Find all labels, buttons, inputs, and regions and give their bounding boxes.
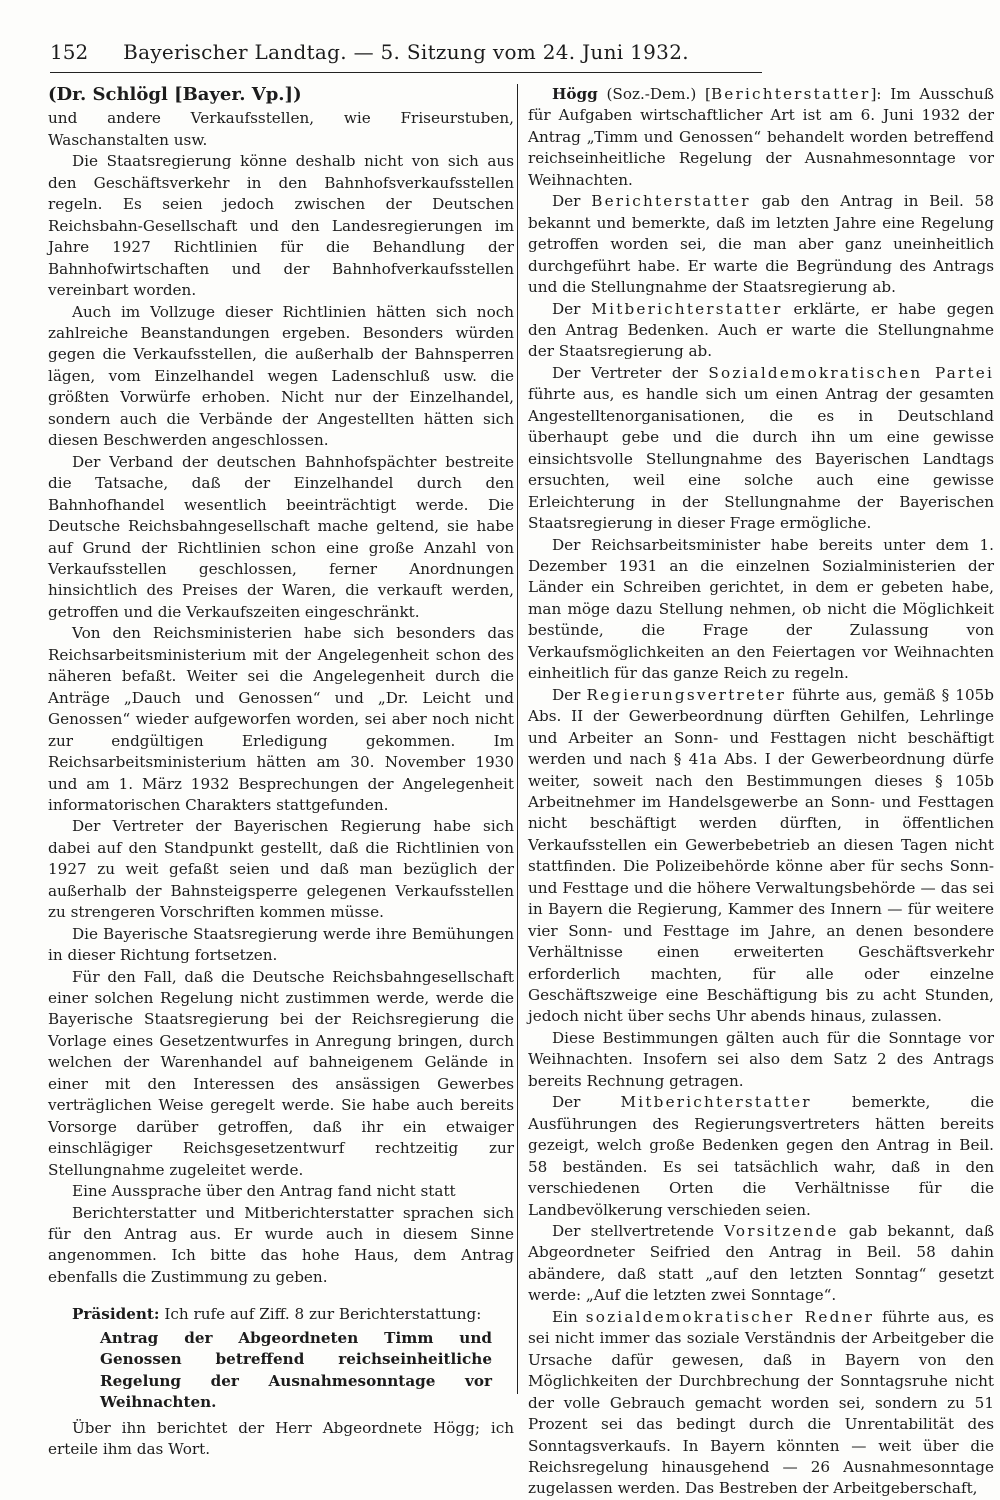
paragraph: Über ihn berichtet der Herr Abgeordnete Högg; ich erteile ihm das Wort. bbox=[48, 1418, 514, 1459]
paragraph bbox=[528, 1307, 994, 1500]
spacer bbox=[48, 1288, 514, 1304]
speaker-name: Präsident: bbox=[72, 1305, 160, 1324]
paragraph: Der Reichsarbeitsminister habe bereits unter dem 1. Dezember 1931 an die einzelnen Sozialministerien der Länder ein Schreiben gerichtet, in dem er gebeten habe, man möge dazu Stellung nehmen, ob nicht die Möglichkeit bestünde, die Frage der Zulassung von Verkaufsmöglichkeiten an den Feiertagen vor Weihnachten einheitlich für das ganze Reich zu regeln. bbox=[528, 535, 994, 683]
paragraph: Die Bayerische Staatsregierung werde ihre Bemühungen in dieser Richtung fortsetzen. bbox=[48, 924, 514, 965]
paragraph: Diese Bestimmungen gälten auch für die Sonntage vor Weihnachten. Insofern sei also dem Satz 2 des Antrags bereits Rechnung getragen. bbox=[528, 1028, 994, 1090]
paragraph bbox=[528, 1092, 994, 1221]
paragraph-text: führte aus, es handle sich um einen Antrag der gesamten Angestelltenorganisationen, die es in Deutschland überhaupt gebe und die durch ihn um eine gewisse einsichtsvolle Stellungnahme des Bayerischen Landtags ersuchten, weil eine solche auch eine gewisse Erleichterung in der Stellungnahme der Bayerischen Staatsregierung in dieser Frage ermögliche. bbox=[528, 385, 994, 533]
emphasis: Vorsitzende bbox=[724, 1222, 839, 1241]
emphasis: Mitberichterstatter bbox=[620, 1093, 812, 1112]
president-text: Ich rufe auf Ziff. 8 zur Berichterstattung: bbox=[159, 1305, 482, 1324]
speaker-name: Högg bbox=[552, 85, 598, 103]
column-rule bbox=[517, 84, 518, 1394]
paragraph: Für den Fall, daß die Deutsche Reichsbahngesellschaft einer solchen Regelung nicht zustimmen werde, werde die Bayerische Staatsregierung bei der Reichsregierung die Vorlage eines Gesetzentwurfes in Anregung bringen, durch welchen der Warenhandel auf bahneigenem Gelände in einer mit den Interessen des ansässigen Gewerbes verträglichen Weise geregelt werde. Sie habe auch bereits Vorsorge darüber getroffen, daß ihr ein etwaiger einschlägiger Reichsgesetzentwurf rechtzeitig zur Stellungnahme zugeleitet werde. bbox=[48, 967, 514, 1179]
paragraph bbox=[528, 363, 994, 535]
paragraph bbox=[528, 299, 994, 363]
paragraph bbox=[528, 1221, 994, 1307]
paragraph bbox=[528, 191, 994, 298]
paragraph-text: ]: Im Ausschuß für Aufgaben wirtschaftlicher Art ist am 6. Juni 1932 der Antrag „Timm und Genossen“ behandelt worden betreffend reichseinheitliche Regelung der Ausnahmesonntage vor Weihnachten. bbox=[528, 85, 994, 189]
paragraph-text: gab den Antrag in Beil. 58 bekannt und bemerkte, daß im letzten Jahre eine Regelung getroffen worden sei, die man aber ganz uneinheitlich durchgeführt habe. Er warte die Begründung des Antrags und die Stellungnahme der Staatsregierung ab. bbox=[528, 192, 994, 297]
paragraph: Die Staatsregierung könne deshalb nicht von sich aus den Geschäftsverkehr in den Bahnhofsverkaufsstellen regeln. Es seien jedoch zwischen der Deutschen Reichsbahn-Gesellschaft und den Landesregierungen im Jahre 1927 Richtlinien für die Behandlung der Bahnhofwirtschaften und der Bahnhofverkaufsstellen vereinbart worden. bbox=[48, 152, 514, 300]
header-rule bbox=[50, 72, 762, 73]
paragraph-text: Der bbox=[552, 192, 592, 211]
agenda-subject: Antrag der Abgeordneten Timm und Genossen betreffend reichseinheitliche Regelung der Ausnahmesonntage vor Weihnachten. bbox=[100, 1328, 492, 1412]
left-column bbox=[48, 84, 514, 1461]
paragraph-text: Ein bbox=[552, 1307, 586, 1326]
paragraph: Von den Reichsministerien habe sich besonders das Reichsarbeitsministerium mit der Angelegenheit schon des näheren befaßt. Weiter sei die Angelegenheit durch die Anträge „Dauch und Genossen“ und „Dr. Leicht und Genossen“ wieder aufgeworfen worden, sei aber noch nicht zur endgültigen Erledigung gekommen. Im Reichsarbeitsministerium hätten am 30. November 1930 und am 1. März 1932 Besprechungen der Angelegenheit informatorischen Charakters stattgefunden. bbox=[48, 624, 514, 814]
paragraph: Berichterstatter und Mitberichterstatter sprachen sich für den Antrag aus. Er wurde auch in diesem Sinne angenommen. Ich bitte das hohe Haus, dem Antrag ebenfalls die Zustimmung zu geben. bbox=[48, 1203, 514, 1286]
paragraph: Eine Aussprache über den Antrag fand nicht statt bbox=[72, 1182, 456, 1201]
emphasis: sozialdemokratischer Redner bbox=[585, 1307, 875, 1326]
emphasis: Sozialdemokratischen Partei bbox=[708, 363, 994, 382]
page-number: 152 bbox=[50, 40, 89, 64]
paragraph-text: führte aus, es sei nicht immer das soziale Verständnis der Arbeitgeber die Ursache dafür gewesen, daß in Bayern von den Möglichkeiten der Durchbrechung der Sonntagsruhe nicht der volle Gebrauch gemacht worden sei, sondern zu 51 Prozent sei das bedingt durch die Unrentabilität des Sonntagsverkaufs. In Bayern könnten — weit über die Reichsregelung hinausgehend — 26 Ausnahmesonntage zugelassen werden. Das Bestreben der Arbeitgeberschaft, bbox=[528, 1307, 994, 1498]
president-call bbox=[48, 1304, 514, 1325]
paragraph: Auch im Vollzuge dieser Richtlinien hätten sich noch zahlreiche Beanstandungen ergeben. Besonders würden gegen die Verkaufsstellen, die außerhalb der Bahnsperren lägen, vom Einzelhandel wegen Ladenschluß usw. die größten Vorwürfe erhoben. Nicht nur der Einzelhandel, sondern auch die Verbände der Angestellten hätten sich diesen Beschwerden angeschlossen. bbox=[48, 302, 514, 450]
right-column bbox=[528, 84, 994, 1500]
paragraph: Der Vertreter der Bayerischen Regierung habe sich dabei auf den Standpunkt gestellt, daß die Richtlinien von 1927 zu weit gefaßt seien und daß man bezüglich der außerhalb der Bahnsteigsperre gelegenen Verkaufsstellen zu strengeren Vorschriften kommen müsse. bbox=[48, 817, 514, 922]
paragraph-text: führte aus, gemäß § 105b Abs. II der Gewerbeordnung dürften Gehilfen, Lehrlinge und Arbeiter an Sonn- und Festtagen nicht beschäftigt werden und nach § 41a Abs. I der Gewerbeordnung dürfe weiter, soweit nach den Bestimmungen dieses § 105b Arbeitnehmer im Handelsgewerbe an Sonn- und Festtagen nicht beschäftigt werden dürften, in öffentlichen Verkaufsstellen ein Gewerbebetrieb an diesen Tagen nicht stattfinden. Die Polizeibehörde könne aber für sechs Sonn- und Festtage und die höhere Verwaltungsbehörde — das sei in Bayern die Regierung, Kammer des Innern — für weitere vier Sonn- und Festtage im Jahre, an denen besondere Verhältnisse einen erweiterten Geschäftsverkehr erforderlich machten, für alle oder einzelne Geschäftszweige eine Beschäftigung bis zu acht Stunden, jedoch nicht über sechs Uhr abends hinaus, zulassen. bbox=[528, 685, 994, 1026]
paragraph-text: Der bbox=[552, 685, 587, 704]
paragraph-text: Der stellvertretende bbox=[552, 1222, 725, 1241]
paragraph-text: Der bbox=[552, 1093, 621, 1112]
paragraph-text: Der Vertreter der bbox=[552, 363, 709, 382]
emphasis: Mitberichterstatter bbox=[591, 299, 783, 318]
speaker-role: Berichterstatter bbox=[710, 85, 871, 103]
paragraph-text: gab bekannt, daß Abgeordneter Seifried den Antrag in Beil. 58 dahin abändere, daß statt „auf den letzten Sonntag“ gesetzt werde: „Auf die letzten zwei Sonntage“. bbox=[528, 1222, 994, 1305]
paragraph bbox=[528, 685, 994, 1028]
page-header bbox=[50, 40, 762, 70]
paragraph-text: bemerkte, die Ausführungen des Regierungsvertreters hätten bereits gezeigt, welch große Bedenken gegen den Antrag in Beil. 58 beständen. Es sei tatsächlich wahr, daß in den verschiedenen Orten die Verhältnisse für die Landbevölkerung verschieden seien. bbox=[528, 1093, 994, 1219]
paragraph-text: erklärte, er habe gegen den Antrag Bedenken. Auch er warte die Stellungnahme der Staatsregierung ab. bbox=[528, 299, 994, 361]
paragraph-text: Der bbox=[552, 299, 592, 318]
running-head: Bayerischer Landtag. — 5. Sitzung vom 24. Juni 1932. bbox=[123, 40, 689, 64]
paragraph bbox=[528, 84, 994, 191]
speaker-heading: (Dr. Schlögl [Bayer. Vp.]) bbox=[48, 84, 302, 105]
emphasis: Regierungsvertreter bbox=[586, 685, 787, 704]
paragraph: und andere Verkaufsstellen, wie Friseurstuben, Waschanstalten usw. bbox=[48, 109, 514, 149]
emphasis: Berichterstatter bbox=[591, 192, 751, 211]
speaker-party: (Soz.-Dem.) [ bbox=[597, 85, 711, 103]
paragraph: Der Verband der deutschen Bahnhofspächter bestreite die Tatsache, daß der Einzelhandel durch den Bahnhofhandel wesentlich beeinträchtigt werde. Die Deutsche Reichsbahngesellschaft mache geltend, sie habe auf Grund der Richtlinien schon eine große Anzahl von Verkaufsstellen geschlossen, ferner Anordnungen hinsichtlich des Preises der Waren, die verkauft werden, getroffen und die Verkaufszeiten eingeschränkt. bbox=[48, 452, 514, 621]
